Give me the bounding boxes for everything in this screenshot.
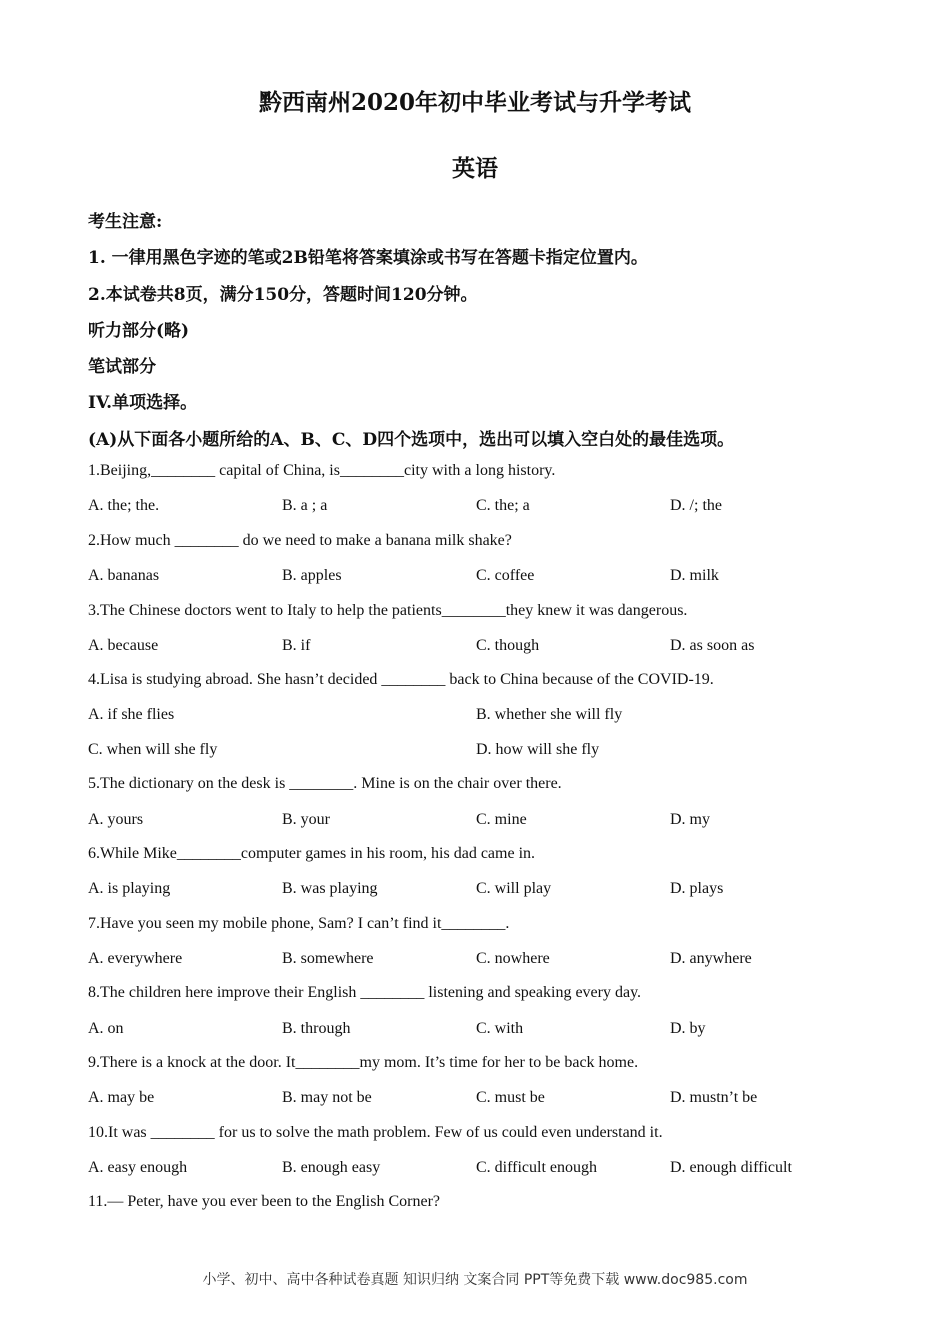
question-2-option-a: A. bananas [88,567,160,584]
question-8-stem: 8.The children here improve their English ________ listening and speaking every day. [88,984,642,1001]
question-10-option-c: C. difficult enough [476,1159,598,1176]
question-3-option-c: C. though [476,637,540,654]
question-8-option-b: B. through [282,1020,351,1037]
question-6-option-b: B. was playing [282,880,378,897]
question-1-option-a: A. the; the. [88,497,160,514]
question-11-stem: 11.— Peter, have you ever been to the English Corner? [88,1193,440,1210]
question-4-option-c: C. when will she fly [88,741,218,758]
question-5-option-b: B. your [282,811,330,828]
question-4-option-b: B. whether she will fly [476,706,623,723]
question-2-option-c: C. coffee [476,567,535,584]
question-1-option-b: B. a ; a [282,497,328,514]
question-7-option-a: A. everywhere [88,950,183,967]
question-3-option-b: B. if [282,637,311,654]
exam-subject: 英语 [452,155,498,182]
question-4-option-d: D. how will she fly [476,741,600,758]
written-section-label: 笔试部分 [88,357,156,377]
question-7-stem: 7.Have you seen my mobile phone, Sam? I can’t find it________. [88,915,510,932]
question-1-option-c: C. the; a [476,497,530,514]
question-5-option-a: A. yours [88,811,144,828]
question-3-option-a: A. because [88,637,159,654]
question-9-option-b: B. may not be [282,1089,372,1106]
question-3-stem: 3.The Chinese doctors went to Italy to help the patients________they knew it was dangerous. [88,602,688,619]
question-9-option-c: C. must be [476,1089,545,1106]
question-2-option-b: B. apples [282,567,342,584]
question-10-stem: 10.It was ________ for us to solve the math problem. Few of us could even understand it. [88,1124,663,1141]
question-5-stem: 5.The dictionary on the desk is ________. Mine is on the chair over there. [88,775,562,792]
question-8-option-d: D. by [670,1020,706,1037]
question-10-option-b: B. enough easy [282,1159,381,1176]
listening-section-label: 听力部分(略) [88,321,190,341]
question-4-option-a: A. if she flies [88,706,175,723]
notice-item-2: 2.本试卷共8页，满分150分，答题时间120分钟。 [88,285,478,305]
question-7-option-c: C. nowhere [476,950,550,967]
question-5-option-c: C. mine [476,811,527,828]
question-6-stem: 6.While Mike________computer games in his room, his dad came in. [88,845,536,862]
question-1-stem: 1.Beijing,________ capital of China, is________city with a long history. [88,462,556,479]
question-6-option-d: D. plays [670,880,724,897]
question-1-option-d: D. /; the [670,497,722,514]
question-7-option-b: B. somewhere [282,950,374,967]
question-6-option-a: A. is playing [88,880,171,897]
question-4-stem: 4.Lisa is studying abroad. She hasn’t decided ________ back to China because of the COVID-19. [88,671,714,688]
question-10-option-a: A. easy enough [88,1159,188,1176]
section-a-instructions: (A)从下面各小题所给的A、B、C、D四个选项中，选出可以填入空白处的最佳选项。 [88,430,735,450]
question-5-option-d: D. my [670,811,710,828]
question-2-stem: 2.How much ________ do we need to make a banana milk shake? [88,532,512,549]
question-9-stem: 9.There is a knock at the door. It________my mom. It’s time for her to be back home. [88,1054,639,1071]
question-2-option-d: D. milk [670,567,719,584]
question-3-option-d: D. as soon as [670,637,755,654]
question-9-option-a: A. may be [88,1089,155,1106]
question-8-option-c: C. with [476,1020,524,1037]
section-iv-heading: IV.单项选择。 [88,393,198,413]
exam-title: 黔西南州2020年初中毕业考试与升学考试 [258,89,691,116]
question-9-option-d: D. mustn’t be [670,1089,758,1106]
question-7-option-d: D. anywhere [670,950,752,967]
page-footer: 小学、初中、高中各种试卷真题 知识归纳 文案合同 PPT等免费下载 www.doc985.com [202,1272,748,1288]
notice-heading: 考生注意: [88,212,163,232]
notice-item-1: 1. 一律用黑色字迹的笔或2B铅笔将答案填涂或书写在答题卡指定位置内。 [88,248,648,268]
question-10-option-d: D. enough difficult [670,1159,792,1176]
question-6-option-c: C. will play [476,880,552,897]
question-8-option-a: A. on [88,1020,124,1037]
